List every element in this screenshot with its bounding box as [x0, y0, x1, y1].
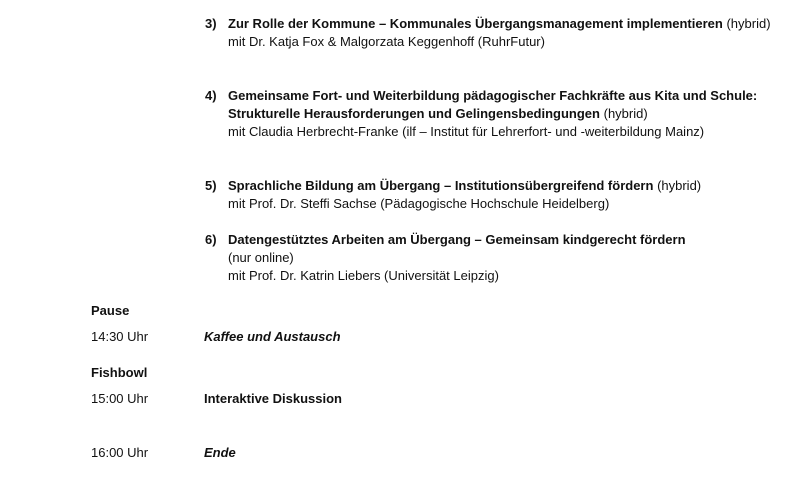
fishbowl-section-label-row — [91, 364, 781, 382]
workshop-body — [228, 231, 785, 285]
workshop-item-5 — [205, 177, 785, 213]
fishbowl-title: Interaktive Diskussion — [204, 391, 342, 406]
workshop-item-6 — [205, 231, 785, 285]
workshop-speakers: mit Prof. Dr. Katrin Liebers (Universität Leipzig) — [228, 268, 499, 283]
workshop-title: Sprachliche Bildung am Übergang – Institutionsübergreifend fördern — [228, 178, 654, 193]
workshop-body — [228, 87, 785, 141]
workshop-body — [228, 177, 785, 213]
workshop-body — [228, 15, 785, 51]
workshop-speakers: mit Prof. Dr. Steffi Sachse (Pädagogische Hochschule Heidelberg) — [228, 196, 610, 211]
workshop-number: 6) — [205, 232, 217, 247]
workshop-number: 3) — [205, 16, 217, 31]
workshop-mode: (nur online) — [228, 250, 294, 265]
pause-section-label-row — [91, 302, 781, 320]
workshop-title: Datengestütztes Arbeiten am Übergang – Gemeinsam kindgerecht fördern — [228, 232, 686, 247]
pause-title: Kaffee und Austausch — [204, 329, 341, 344]
section-label-fishbowl: Fishbowl — [91, 365, 148, 380]
workshop-number: 5) — [205, 178, 217, 193]
fishbowl-time: 15:00 Uhr — [91, 391, 149, 406]
workshop-mode: (hybrid) — [657, 178, 702, 193]
workshop-mode: (hybrid) — [603, 106, 648, 121]
section-label-pause: Pause — [91, 303, 130, 318]
workshop-title: Gemeinsame Fort- und Weiterbildung pädagogischer Fachkräfte aus Kita und Schule: Strukturelle Herausforderungen und Gelingensbedingungen — [228, 88, 758, 121]
workshop-item-3 — [205, 15, 785, 51]
workshop-speakers: mit Dr. Katja Fox & Malgorzata Keggenhoff (RuhrFutur) — [228, 34, 545, 49]
end-title: Ende — [204, 445, 236, 460]
workshop-speakers: mit Claudia Herbrecht-Franke (ilf – Institut für Lehrerfort- und -weiterbildung Mainz) — [228, 124, 705, 139]
workshop-item-4 — [205, 87, 785, 141]
workshop-title: Zur Rolle der Kommune – Kommunales Übergangsmanagement implementieren — [228, 16, 723, 31]
workshop-number: 4) — [205, 88, 217, 103]
workshop-mode: (hybrid) — [726, 16, 771, 31]
end-time: 16:00 Uhr — [91, 445, 149, 460]
pause-time: 14:30 Uhr — [91, 329, 149, 344]
